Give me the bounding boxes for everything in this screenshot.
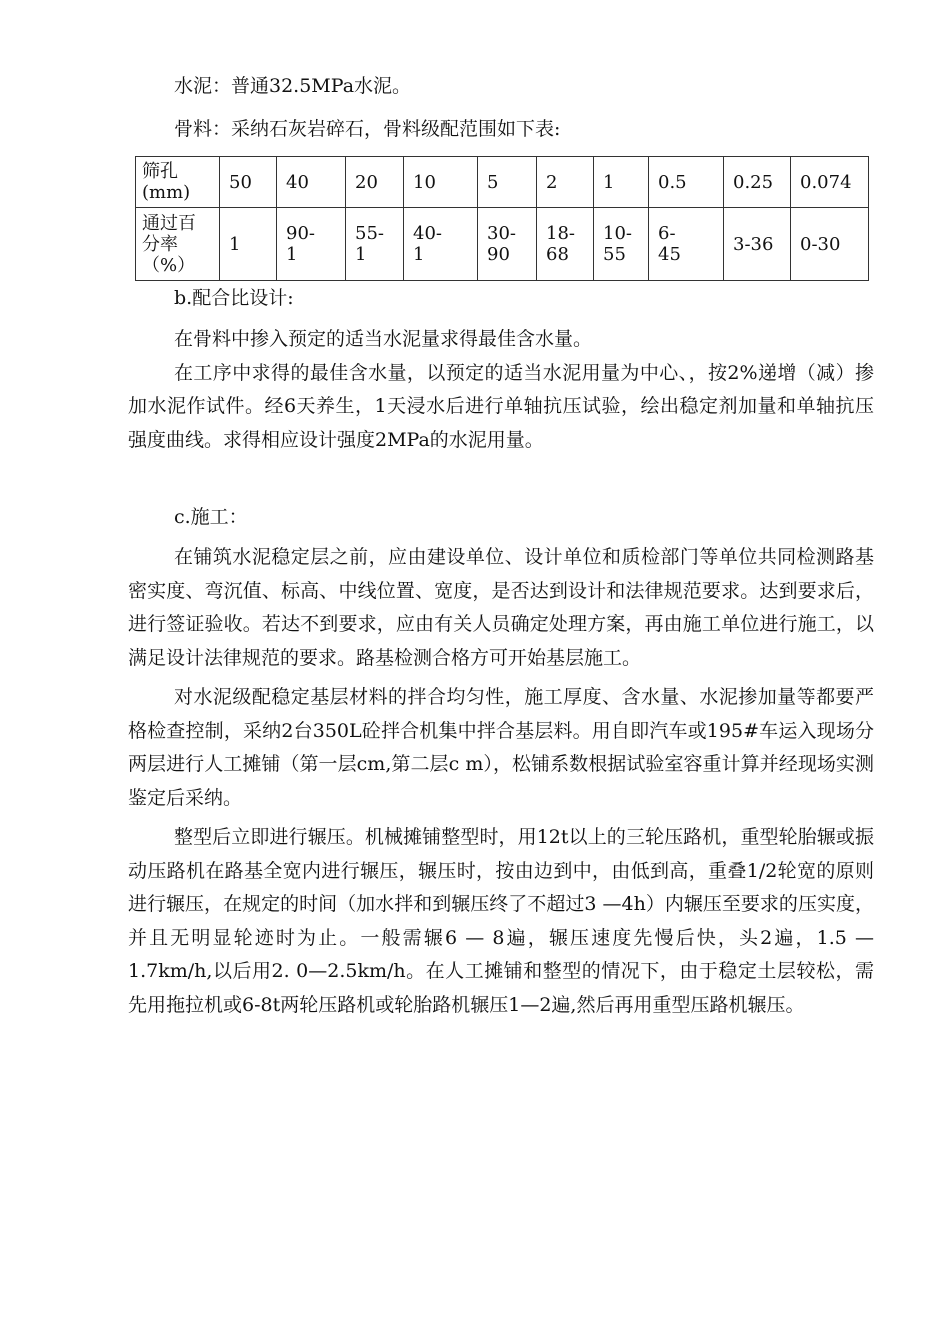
- table-cell: 0.25: [724, 157, 791, 208]
- table-cell: 40- 1: [404, 208, 478, 281]
- table-cell: 30- 90: [478, 208, 537, 281]
- table-cell: 0-30: [791, 208, 869, 281]
- table-cell: 40: [277, 157, 346, 208]
- section-c-body: [128, 541, 874, 1022]
- table-cell: 1: [220, 208, 277, 281]
- aggregate-grading-table: [135, 156, 869, 281]
- table-cell: 10: [404, 157, 478, 208]
- table-cell: 10- 55: [594, 208, 649, 281]
- table-cell: 1: [594, 157, 649, 208]
- sieve-size-header: 筛孔 (mm): [136, 157, 220, 208]
- table-cell: 6- 45: [649, 208, 724, 281]
- table-cell: 5: [478, 157, 537, 208]
- table-cell: 2: [537, 157, 594, 208]
- table-cell: 18- 68: [537, 208, 594, 281]
- cement-line: 水泥：普通32.5MPa水泥。: [174, 75, 412, 97]
- paragraph: 整型后立即进行辗压。机械摊铺整型时，用12t以上的三轮压路机，重型轮胎辗或振动压路机在路基全宽内进行辗压，辗压时，按由边到中，由低到高，重叠1/2轮宽的原则进行辗压，在规定的时间（加水拌和到辗压终了不超过3 —4h）内辗压至要求的压实度，并且无明显轮迹时为止。一般需辗6 — 8遍，辗压速度先慢后快，头2遍，1.5 —1.7km/h,以后用2. 0—2.5km/h。在人工摊铺和整型的情况下，由于稳定土层较松，需先用拖拉机或6-8t两轮压路机或轮胎路机辗压1—2遍,然后再用重型压路机辗压。: [128, 826, 874, 1016]
- table-cell: 0.5: [649, 157, 724, 208]
- paragraph: 对水泥级配稳定基层材料的拌合均匀性，施工厚度、含水量、水泥掺加量等都要严格检查控制，采纳2台350L砼拌合机集中拌合基层料。用自即汽车或195#车运入现场分两层进行人工摊铺（第一层cm,第二层c m），松铺系数根据试验室容重计算并经现场实测鉴定后采纳。: [128, 686, 874, 809]
- paragraph: 在铺筑水泥稳定层之前，应由建设单位、设计单位和质检部门等单位共同检测路基密实度、弯沉值、标高、中线位置、宽度，是否达到设计和法律规范要求。达到要求后，进行签证验收。若达不到要求，应由有关人员确定处理方案，再由施工单位进行施工，以满足设计法律规范的要求。路基检测合格方可开始基层施工。: [128, 546, 874, 669]
- aggregate-line: 骨料：采纳石灰岩碎石，骨料级配范围如下表:: [174, 118, 561, 140]
- table-cell: 0.074: [791, 157, 869, 208]
- paragraph: 在工序中求得的最佳含水量，以预定的适当水泥用量为中心、，按2%递增（减）掺加水泥作试件。经6天养生，1天浸水后进行单轴抗压试验，绘出稳定剂加量和单轴抗压强度曲线。求得相应设计强度2MPa的水泥用量。: [128, 361, 874, 451]
- table-cell: 50: [220, 157, 277, 208]
- table-cell: 20: [346, 157, 404, 208]
- table-cell: 90- 1: [277, 208, 346, 281]
- table-cell: 55- 1: [346, 208, 404, 281]
- section-b-body: [128, 323, 874, 457]
- sieve-size-row: [136, 157, 869, 208]
- passing-percent-header: 通过百 分率 （%）: [136, 208, 220, 281]
- passing-percent-row: [136, 208, 869, 281]
- section-c-heading: c.施工：: [174, 506, 248, 528]
- section-b-heading: b.配合比设计:: [174, 287, 294, 309]
- table-cell: 3-36: [724, 208, 791, 281]
- paragraph: 在骨料中掺入预定的适当水泥量求得最佳含水量。: [174, 328, 593, 350]
